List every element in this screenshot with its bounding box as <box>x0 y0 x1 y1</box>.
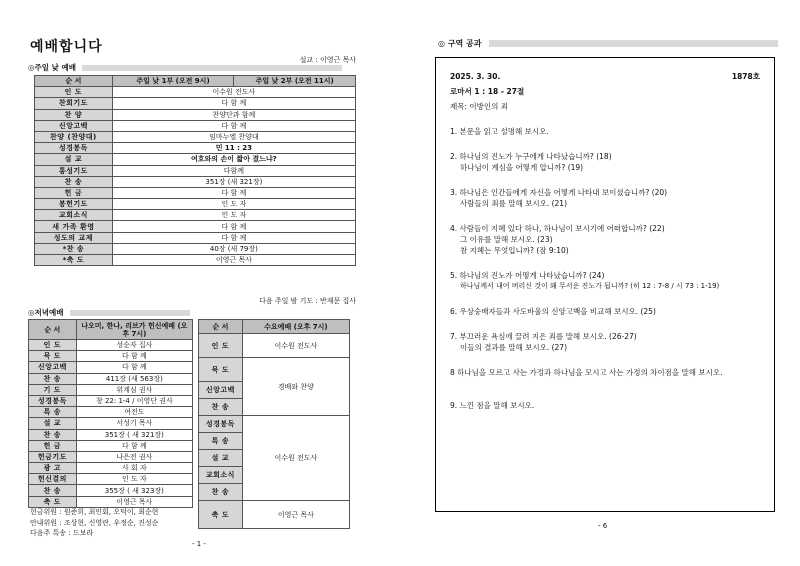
row-label: 축 도 <box>29 496 77 507</box>
lesson-date: 2025. 3. 30. <box>450 72 501 81</box>
row-value: 성순자 집사 <box>76 340 192 351</box>
row-value: 이수원 전도사 <box>242 416 349 501</box>
row-label: 인 도 <box>35 87 113 98</box>
row-value: 다 함 께 <box>112 98 355 109</box>
section-bar <box>489 40 778 47</box>
table-header-cell: 주일 낮 2부 (오전 11시) <box>234 76 356 87</box>
row-label: 성경봉독 <box>35 143 113 154</box>
section-bar <box>70 310 190 316</box>
question-text: 6. 우상숭배자들과 사도바울의 신앙고백을 비교해 보시오. (25) <box>450 307 656 316</box>
table-header-row <box>199 320 350 334</box>
row-label: 성도의 교제 <box>35 232 113 243</box>
sub-question: 사람들의 죄를 말해 보시오. (21) <box>460 199 568 208</box>
table-row <box>35 243 356 254</box>
row-label: 교회소식 <box>35 210 113 221</box>
cell-group-lesson-box <box>435 57 775 512</box>
question-text: 3. 하나님은 인간들에게 자신을 어떻게 나타내 보이셨습니까? (20) <box>450 188 668 197</box>
page-number: - 1 - <box>192 540 206 548</box>
table-row <box>35 143 356 154</box>
table-row <box>29 395 193 406</box>
question-text: 9. 느낀 점을 말해 보시오. <box>450 401 535 410</box>
row-value: 다 함 께 <box>112 187 355 198</box>
table-row <box>29 474 193 485</box>
footnote-line: 안내위원 : 조상현, 신영란, 우정순, 진성순 <box>30 518 159 527</box>
scripture-reference: 로마서 1 : 18 - 27절 <box>450 87 525 96</box>
table-row <box>35 109 356 120</box>
table-row <box>35 87 356 98</box>
question-text: 4. 사람들이 지혜 있다 하나, 하나님이 보시기에 어떠합니까? (22) <box>450 224 665 233</box>
sub-question: 하나님이 계심을 어떻게 압니까? (19) <box>460 163 584 172</box>
row-label: 찬 송 <box>29 429 77 440</box>
row-value: 다함께 <box>112 165 355 176</box>
question-item <box>450 126 760 137</box>
row-label: 신앙고백 <box>199 382 243 399</box>
row-value: 다 함 께 <box>76 440 192 451</box>
row-value: 민 11 : 23 <box>112 143 355 154</box>
row-label: 헌신결의 <box>29 474 77 485</box>
footnote-line: 헌금위원 : 원준희, 최인회, 오덕이, 최순현 <box>30 508 159 516</box>
evening-section-title: ◎저녁예배 <box>28 308 64 317</box>
row-value: 이영근 목사 <box>112 255 355 266</box>
row-value: 351장 ( 새 321장) <box>76 429 192 440</box>
question-text: 1. 본문을 읽고 설명해 보시오. <box>450 127 549 136</box>
question-item <box>450 306 760 317</box>
table-header-row <box>29 320 193 340</box>
row-value: 다 함 께 <box>112 221 355 232</box>
row-value: 인 도 자 <box>112 210 355 221</box>
volunteer-footnotes <box>30 507 158 539</box>
question-text: 2. 하나님의 진노가 누구에게 나타났습니까? (18) <box>450 152 612 161</box>
table-row <box>29 362 193 373</box>
row-value: 411장 (새 563장) <box>76 373 192 384</box>
row-value: 351장 (새 321장) <box>112 176 355 187</box>
preacher-line: 설교 : 이영근 목사 <box>299 56 356 64</box>
row-value: 나은전 권사 <box>76 451 192 462</box>
question-text: 5. 하나님의 진노가 어떻게 나타났습니까? (24) <box>450 271 605 280</box>
row-label: 봉헌기도 <box>35 199 113 210</box>
row-label: 설 교 <box>29 418 77 429</box>
row-value: 여전도 <box>76 407 192 418</box>
table-row <box>35 199 356 210</box>
lesson-header <box>450 71 760 82</box>
question-text: 7. 부끄러운 욕심에 끌려 지은 죄를 말해 보시오. (26-27) <box>450 332 637 341</box>
row-value: 다 함 께 <box>112 120 355 131</box>
row-label: 찬 송 <box>199 484 243 501</box>
table-row <box>29 496 193 507</box>
row-value: 창 22: 1-4 / 이영단 권사 <box>76 395 192 406</box>
row-value: 이영근 목사 <box>76 496 192 507</box>
sunday-service-table <box>34 75 356 266</box>
table-row <box>35 165 356 176</box>
table-row <box>35 232 356 243</box>
question-item <box>450 270 760 292</box>
page-number: - 6 <box>598 522 608 530</box>
table-row <box>35 154 356 165</box>
table-row <box>29 373 193 384</box>
row-label: 묵 도 <box>199 358 243 382</box>
lesson-section-heading <box>438 38 778 49</box>
table-row <box>35 187 356 198</box>
table-row <box>35 221 356 232</box>
next-week-prayer-note: 다음 주일 밤 기도 : 반재문 집사 <box>259 297 356 305</box>
row-value: 인 도 자 <box>112 199 355 210</box>
row-label: 찬 송 <box>29 373 77 384</box>
row-label: *찬 송 <box>35 243 113 254</box>
table-row <box>199 501 350 529</box>
row-label: 광 고 <box>29 463 77 474</box>
row-label: 신앙고백 <box>35 120 113 131</box>
issue-number: 1878호 <box>731 72 760 81</box>
row-label: 인 도 <box>199 334 243 358</box>
row-label: 설 교 <box>35 154 113 165</box>
table-row <box>35 98 356 109</box>
wednesday-service-table <box>198 319 350 529</box>
row-value: 355장 ( 새 323장) <box>76 485 192 496</box>
row-value: 찬양단과 함께 <box>112 109 355 120</box>
row-label: 헌 금 <box>29 440 77 451</box>
evening-section-heading <box>28 307 190 318</box>
row-value: 이수원 전도사 <box>242 334 349 358</box>
table-row <box>29 384 193 395</box>
question-item <box>450 187 760 209</box>
sub-question: 하나님께서 내어 버리신 것이 왜 무서운 진노가 됩니까? (히 12 : 7-8 / 시 73 : 1-19) <box>460 282 720 290</box>
table-header-row <box>35 76 356 87</box>
question-item <box>450 367 760 378</box>
table-row <box>29 440 193 451</box>
table-row <box>29 485 193 496</box>
row-value: 경배와 찬양 <box>242 358 349 416</box>
row-label: 축 도 <box>199 501 243 529</box>
row-label: 찬 송 <box>35 176 113 187</box>
page-title: 예배합니다 <box>30 39 103 55</box>
table-row <box>35 131 356 142</box>
table-row <box>29 351 193 362</box>
table-header-cell: 수요예배 (오후 7시) <box>242 320 349 334</box>
row-label: 설 교 <box>199 450 243 467</box>
sermon-title: 여호와의 손이 짧아 졌느냐? <box>112 154 355 165</box>
row-label: 찬 양 <box>35 109 113 120</box>
table-row <box>199 416 350 433</box>
row-value: 이영근 목사 <box>242 501 349 529</box>
question-item <box>450 151 760 173</box>
table-row <box>35 210 356 221</box>
row-value: 40장 (새 79장) <box>112 243 355 254</box>
row-label: 찬양 (찬양대) <box>35 131 113 142</box>
row-value: 위계심 권사 <box>76 384 192 395</box>
row-value: 다 함 께 <box>112 232 355 243</box>
bulletin-page-right <box>400 0 800 566</box>
table-row <box>29 418 193 429</box>
table-row <box>29 463 193 474</box>
sub-question: 참 지혜는 무엇입니까? (잠 9:10) <box>460 246 569 255</box>
lesson-section-title: ◎ 구역 공과 <box>438 39 482 48</box>
row-value: 이수원 전도사 <box>112 87 355 98</box>
table-row <box>29 340 193 351</box>
row-label: 특 송 <box>29 407 77 418</box>
table-header-cell: 주일 낮 1부 (오전 9시) <box>112 76 234 87</box>
table-row <box>29 407 193 418</box>
row-label: 교회소식 <box>199 467 243 484</box>
row-label: 인 도 <box>29 340 77 351</box>
sunday-section-heading <box>28 62 342 73</box>
table-row <box>35 255 356 266</box>
row-value: 다 함 께 <box>76 362 192 373</box>
question-item <box>450 400 760 411</box>
row-label: 성경봉독 <box>199 416 243 433</box>
sub-question: 이들의 결과를 말해 보시오. (27) <box>460 343 568 352</box>
row-label: 새 가족 환영 <box>35 221 113 232</box>
section-bar <box>82 65 342 71</box>
table-row <box>29 429 193 440</box>
table-header-cell: 나오미, 한나, 리브가 헌신예배 (오후 7시) <box>76 320 192 340</box>
table-header-cell: 순 서 <box>199 320 243 334</box>
row-label: 헌 금 <box>35 187 113 198</box>
row-label: 찬회기도 <box>35 98 113 109</box>
row-label: 신앙고백 <box>29 362 77 373</box>
row-label: 찬 송 <box>29 485 77 496</box>
table-header-cell: 순 서 <box>35 76 113 87</box>
row-label: 묵 도 <box>29 351 77 362</box>
sub-question: 그 이유를 말해 보시오. (23) <box>460 235 553 244</box>
table-row <box>29 451 193 462</box>
row-label: 성경봉독 <box>29 395 77 406</box>
row-value: 서성기 목사 <box>76 418 192 429</box>
row-label: 기 도 <box>29 384 77 395</box>
row-label: 찬 송 <box>199 399 243 416</box>
sunday-section-title: ◎주일 낮 예배 <box>28 63 76 72</box>
row-label: *축 도 <box>35 255 113 266</box>
table-row <box>199 358 350 382</box>
table-header-cell: 순 서 <box>29 320 77 340</box>
question-item <box>450 331 760 353</box>
evening-service-table <box>28 319 193 508</box>
question-text: 8 하나님을 모르고 사는 가정과 하나님을 모시고 사는 가정의 차이점을 말해 보시오. <box>450 368 723 377</box>
table-row <box>35 120 356 131</box>
row-value: 사 회 자 <box>76 463 192 474</box>
row-value: 인 도 자 <box>76 474 192 485</box>
footnote-line: 다음주 특송 : 드보라 <box>30 529 94 537</box>
question-item <box>450 223 760 256</box>
row-label: 헌금기도 <box>29 451 77 462</box>
row-value: 다 함 께 <box>76 351 192 362</box>
row-label: 특 송 <box>199 433 243 450</box>
row-value: 임마누엘 찬양대 <box>112 131 355 142</box>
table-row <box>35 176 356 187</box>
lesson-subject: 제목: 이방인의 죄 <box>450 102 509 111</box>
row-label: 통성기도 <box>35 165 113 176</box>
table-row <box>199 334 350 358</box>
